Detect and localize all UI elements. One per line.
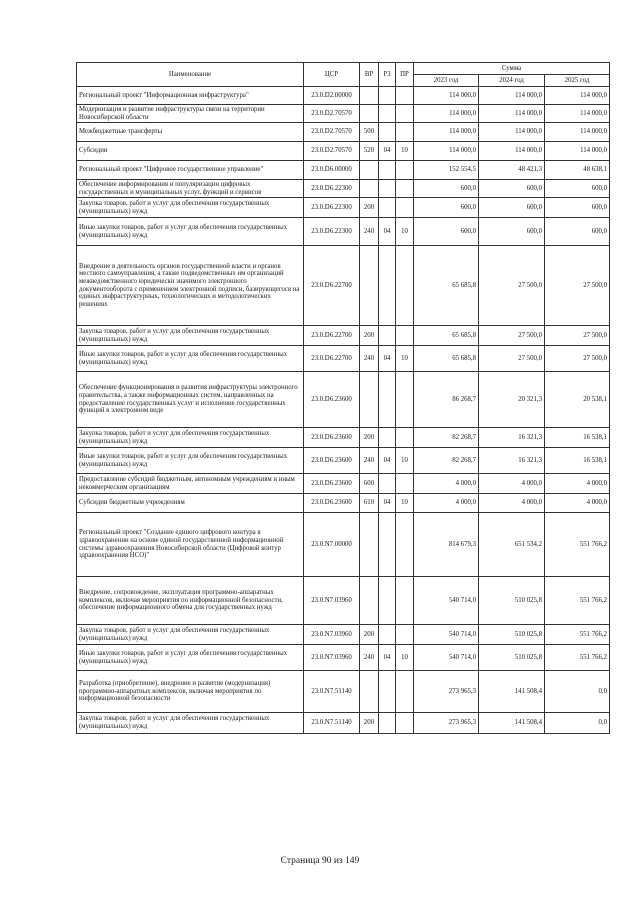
row-name-cell: Внедрение в деятельность органов государственной власти и органов местного самоуправления, а также подведомственных им организаций межведомственного юридически значимого электронного документооборота с применением электронной подписи, базирующегося на единых инфраструктурных, технологических и методологических решениях — [77, 246, 304, 326]
row-vr-cell: 240 — [360, 346, 379, 372]
row-vr-cell: 240 — [360, 645, 379, 671]
row-rz-cell — [379, 671, 396, 713]
row-csr-cell: 23.0.D6.22700 — [304, 346, 360, 372]
row-sum-2025-cell: 27 500,0 — [545, 246, 610, 326]
row-rz-cell — [379, 428, 396, 448]
row-vr-cell: 200 — [360, 713, 379, 734]
row-name-cell: Закупка товаров, работ и услуг для обеспечения государственных (муниципальных) нужд — [77, 713, 304, 734]
row-sum-2023-cell: 600,0 — [414, 218, 479, 246]
row-sum-2023-cell: 114 000,0 — [414, 105, 479, 123]
row-sum-2024-cell: 114 000,0 — [479, 105, 545, 123]
row-sum-2025-cell: 600,0 — [545, 180, 610, 198]
row-sum-2025-cell: 600,0 — [545, 218, 610, 246]
row-sum-2023-cell: 65 685,8 — [414, 346, 479, 372]
row-sum-2023-cell: 600,0 — [414, 180, 479, 198]
row-pr-cell — [396, 246, 414, 326]
row-name-cell: Внедрение, сопровождение, эксплуатация программно-аппаратных комплексов, включая мероприятия по информационной безопасности, обеспечение информационного обмена для государственных нужд — [77, 577, 304, 625]
table-row — [77, 625, 610, 645]
row-pr-cell: 10 — [396, 448, 414, 474]
budget-table — [76, 62, 610, 734]
row-sum-2025-cell: 114 000,0 — [545, 142, 610, 161]
row-pr-cell — [396, 713, 414, 734]
row-vr-cell: 500 — [360, 123, 379, 142]
row-sum-2024-cell: 600,0 — [479, 218, 545, 246]
row-sum-2024-cell: 27 500,0 — [479, 326, 545, 346]
row-csr-cell: 23.0.D2.70570 — [304, 105, 360, 123]
table-row — [77, 474, 610, 494]
row-pr-cell — [396, 428, 414, 448]
table-row — [77, 123, 610, 142]
row-sum-2024-cell: 114 000,0 — [479, 123, 545, 142]
row-sum-2024-cell: 4 000,0 — [479, 474, 545, 494]
row-sum-2024-cell: 510 025,8 — [479, 577, 545, 625]
row-name-cell: Иные закупки товаров, работ и услуг для обеспечения государственных (муниципальных) нужд — [77, 448, 304, 474]
row-name-cell: Закупка товаров, работ и услуг для обеспечения государственных (муниципальных) нужд — [77, 326, 304, 346]
row-rz-cell — [379, 246, 396, 326]
row-sum-2025-cell: 114 000,0 — [545, 105, 610, 123]
row-rz-cell — [379, 326, 396, 346]
row-vr-cell: 200 — [360, 428, 379, 448]
row-csr-cell: 23.0.D6.23600 — [304, 494, 360, 513]
row-sum-2024-cell: 114 000,0 — [479, 142, 545, 161]
row-sum-2025-cell: 551 766,2 — [545, 625, 610, 645]
row-sum-2024-cell: 141 508,4 — [479, 671, 545, 713]
header-pr: ПР — [396, 63, 414, 87]
row-pr-cell — [396, 474, 414, 494]
row-rz-cell — [379, 577, 396, 625]
row-sum-2023-cell: 540 714,0 — [414, 625, 479, 645]
row-pr-cell — [396, 87, 414, 105]
row-pr-cell — [396, 513, 414, 577]
table-row — [77, 494, 610, 513]
header-year-2025: 2025 год — [545, 75, 610, 87]
row-name-cell: Предоставление субсидий бюджетным, автономным учреждениям и иным некоммерческим организациям — [77, 474, 304, 494]
row-sum-2025-cell: 27 500,0 — [545, 346, 610, 372]
header-name: Наименование — [77, 63, 304, 87]
row-rz-cell — [379, 372, 396, 428]
row-sum-2024-cell: 48 421,3 — [479, 161, 545, 180]
row-sum-2024-cell: 510 025,8 — [479, 645, 545, 671]
row-csr-cell: 23.0.N7.51140 — [304, 671, 360, 713]
row-vr-cell — [360, 87, 379, 105]
row-name-cell: Разработка (приобретение), внедрение и развитие (модернизация) программно-аппаратных комплексов, включая мероприятия по информационной безопасности — [77, 671, 304, 713]
row-pr-cell — [396, 625, 414, 645]
row-sum-2024-cell: 114 000,0 — [479, 87, 545, 105]
row-vr-cell — [360, 180, 379, 198]
table-row — [77, 218, 610, 246]
row-name-cell: Закупка товаров, работ и услуг для обеспечения государственных (муниципальных) нужд — [77, 428, 304, 448]
row-sum-2023-cell: 4 000,0 — [414, 494, 479, 513]
row-vr-cell: 240 — [360, 218, 379, 246]
table-row — [77, 372, 610, 428]
row-sum-2025-cell: 600,0 — [545, 198, 610, 218]
header-year-2023: 2023 год — [414, 75, 479, 87]
row-sum-2023-cell: 82 268,7 — [414, 428, 479, 448]
table-row — [77, 645, 610, 671]
row-pr-cell: 10 — [396, 645, 414, 671]
row-csr-cell: 23.0.N7.03960 — [304, 645, 360, 671]
row-csr-cell: 23.0.D6.22300 — [304, 198, 360, 218]
row-sum-2024-cell: 27 500,0 — [479, 346, 545, 372]
row-sum-2025-cell: 0,0 — [545, 671, 610, 713]
table-row — [77, 180, 610, 198]
row-sum-2023-cell: 4 000,0 — [414, 474, 479, 494]
row-vr-cell — [360, 577, 379, 625]
row-csr-cell: 23.0.D6.22300 — [304, 180, 360, 198]
row-vr-cell: 200 — [360, 198, 379, 218]
row-name-cell: Иные закупки товаров, работ и услуг для обеспечения государственных (муниципальных) нужд — [77, 645, 304, 671]
row-rz-cell: 04 — [379, 346, 396, 372]
table-row — [77, 713, 610, 734]
table-row — [77, 198, 610, 218]
row-csr-cell: 23.0.D6.23600 — [304, 474, 360, 494]
row-sum-2025-cell: 16 538,1 — [545, 448, 610, 474]
row-csr-cell: 23.0.N7.03960 — [304, 577, 360, 625]
header-sum: Сумма — [414, 63, 610, 75]
row-sum-2025-cell: 0,0 — [545, 713, 610, 734]
table-row — [77, 428, 610, 448]
row-rz-cell — [379, 105, 396, 123]
row-sum-2023-cell: 86 268,7 — [414, 372, 479, 428]
row-name-cell: Межбюджетные трансферты — [77, 123, 304, 142]
row-rz-cell — [379, 123, 396, 142]
row-pr-cell — [396, 671, 414, 713]
row-name-cell: Закупка товаров, работ и услуг для обеспечения государственных (муниципальных) нужд — [77, 198, 304, 218]
row-sum-2024-cell: 600,0 — [479, 180, 545, 198]
row-sum-2024-cell: 600,0 — [479, 198, 545, 218]
row-csr-cell: 23.0.D6.23600 — [304, 372, 360, 428]
row-vr-cell — [360, 246, 379, 326]
row-sum-2025-cell: 20 538,1 — [545, 372, 610, 428]
row-vr-cell — [360, 372, 379, 428]
row-sum-2025-cell: 4 000,0 — [545, 494, 610, 513]
header-year-2024: 2024 год — [479, 75, 545, 87]
row-rz-cell — [379, 161, 396, 180]
row-csr-cell: 23.0.D6.23600 — [304, 448, 360, 474]
header-vr: ВР — [360, 63, 379, 87]
header-csr: ЦСР — [304, 63, 360, 87]
row-vr-cell — [360, 105, 379, 123]
row-rz-cell — [379, 625, 396, 645]
row-pr-cell — [396, 123, 414, 142]
row-csr-cell: 23.0.D6.22300 — [304, 218, 360, 246]
table-row — [77, 246, 610, 326]
row-rz-cell: 04 — [379, 218, 396, 246]
row-csr-cell: 23.0.D6.00000 — [304, 161, 360, 180]
page-number: Страница 90 из 149 — [280, 856, 360, 866]
row-name-cell: Региональный проект "Информационная инфраструктура" — [77, 87, 304, 105]
row-sum-2024-cell: 4 000,0 — [479, 494, 545, 513]
row-csr-cell: 23.0.D6.22700 — [304, 246, 360, 326]
table-row — [77, 105, 610, 123]
row-sum-2024-cell: 16 321,3 — [479, 428, 545, 448]
row-rz-cell — [379, 513, 396, 577]
row-sum-2023-cell: 114 000,0 — [414, 123, 479, 142]
row-sum-2023-cell: 114 000,0 — [414, 87, 479, 105]
row-csr-cell: 23.0.D2.70570 — [304, 123, 360, 142]
row-sum-2023-cell: 65 685,8 — [414, 246, 479, 326]
row-name-cell: Региональный проект "Создание единого цифрового контура в здравоохранении на основе единой государственной информационной системы здравоохранения Новосибирской области (Цифровой контур здравоохранения НСО)" — [77, 513, 304, 577]
table-body — [77, 87, 610, 734]
row-sum-2025-cell: 27 500,0 — [545, 326, 610, 346]
row-sum-2023-cell: 273 965,3 — [414, 671, 479, 713]
row-sum-2023-cell: 273 965,3 — [414, 713, 479, 734]
row-sum-2024-cell: 20 321,3 — [479, 372, 545, 428]
row-vr-cell — [360, 513, 379, 577]
row-sum-2023-cell: 540 714,0 — [414, 645, 479, 671]
row-name-cell: Субсидии бюджетным учреждениям — [77, 494, 304, 513]
row-sum-2025-cell: 16 538,1 — [545, 428, 610, 448]
row-sum-2023-cell: 600,0 — [414, 198, 479, 218]
row-pr-cell: 10 — [396, 142, 414, 161]
row-vr-cell: 520 — [360, 142, 379, 161]
header-rz: РЗ — [379, 63, 396, 87]
row-sum-2025-cell: 551 766,2 — [545, 645, 610, 671]
row-name-cell: Обеспечение информирования и популяризации цифровых государственных и муниципальных услуг, функций и сервисов — [77, 180, 304, 198]
row-vr-cell: 200 — [360, 326, 379, 346]
row-csr-cell: 23.0.N7.03960 — [304, 625, 360, 645]
row-pr-cell — [396, 105, 414, 123]
table-row — [77, 346, 610, 372]
row-csr-cell: 23.0.D6.23600 — [304, 428, 360, 448]
row-pr-cell — [396, 372, 414, 428]
row-name-cell: Иные закупки товаров, работ и услуг для обеспечения государственных (муниципальных) нужд — [77, 218, 304, 246]
row-rz-cell: 04 — [379, 645, 396, 671]
row-sum-2023-cell: 152 554,5 — [414, 161, 479, 180]
row-vr-cell: 240 — [360, 448, 379, 474]
row-sum-2024-cell: 141 508,4 — [479, 713, 545, 734]
row-csr-cell: 23.0.D2.70570 — [304, 142, 360, 161]
row-rz-cell — [379, 180, 396, 198]
row-vr-cell: 200 — [360, 625, 379, 645]
table-row — [77, 513, 610, 577]
table-row — [77, 142, 610, 161]
row-csr-cell: 23.0.D2.00000 — [304, 87, 360, 105]
row-name-cell: Модернизация и развитие инфраструктуры связи на территории Новосибирской области — [77, 105, 304, 123]
row-sum-2025-cell: 4 000,0 — [545, 474, 610, 494]
row-pr-cell — [396, 180, 414, 198]
row-rz-cell — [379, 87, 396, 105]
row-pr-cell — [396, 161, 414, 180]
row-sum-2025-cell: 48 638,1 — [545, 161, 610, 180]
row-pr-cell — [396, 577, 414, 625]
row-pr-cell — [396, 326, 414, 346]
row-csr-cell: 23.0.N7.51140 — [304, 713, 360, 734]
row-sum-2024-cell: 651 534,2 — [479, 513, 545, 577]
row-name-cell: Закупка товаров, работ и услуг для обеспечения государственных (муниципальных) нужд — [77, 625, 304, 645]
row-rz-cell: 04 — [379, 142, 396, 161]
row-sum-2025-cell: 114 000,0 — [545, 123, 610, 142]
row-vr-cell — [360, 671, 379, 713]
row-sum-2024-cell: 16 321,3 — [479, 448, 545, 474]
row-name-cell: Иные закупки товаров, работ и услуг для обеспечения государственных (муниципальных) нужд — [77, 346, 304, 372]
row-vr-cell: 610 — [360, 494, 379, 513]
row-sum-2023-cell: 65 685,8 — [414, 326, 479, 346]
row-sum-2025-cell: 551 766,2 — [545, 513, 610, 577]
row-name-cell: Субсидии — [77, 142, 304, 161]
row-rz-cell — [379, 198, 396, 218]
row-sum-2023-cell: 114 000,0 — [414, 142, 479, 161]
table-row — [77, 87, 610, 105]
table-row — [77, 448, 610, 474]
row-pr-cell: 10 — [396, 494, 414, 513]
row-vr-cell — [360, 161, 379, 180]
row-sum-2023-cell: 814 679,3 — [414, 513, 479, 577]
table-row — [77, 326, 610, 346]
row-sum-2024-cell: 27 500,0 — [479, 246, 545, 326]
row-sum-2025-cell: 551 766,2 — [545, 577, 610, 625]
row-rz-cell: 04 — [379, 448, 396, 474]
row-name-cell: Обеспечение функционирования и развития инфраструктуры электронного правительства, а также информационных систем, направленных на предоставление государственных услуг и исполнение государственных функций в электронном виде — [77, 372, 304, 428]
row-pr-cell: 10 — [396, 218, 414, 246]
row-csr-cell: 23.0.N7.00000 — [304, 513, 360, 577]
row-rz-cell — [379, 713, 396, 734]
row-sum-2023-cell: 540 714,0 — [414, 577, 479, 625]
table-row — [77, 161, 610, 180]
row-vr-cell: 600 — [360, 474, 379, 494]
row-sum-2023-cell: 82 268,7 — [414, 448, 479, 474]
row-sum-2024-cell: 510 025,8 — [479, 625, 545, 645]
row-rz-cell: 04 — [379, 494, 396, 513]
row-csr-cell: 23.0.D6.22700 — [304, 326, 360, 346]
row-sum-2025-cell: 114 000,0 — [545, 87, 610, 105]
table-row — [77, 577, 610, 625]
row-pr-cell — [396, 198, 414, 218]
row-rz-cell — [379, 474, 396, 494]
row-name-cell: Региональный проект "Цифровое государственное управление" — [77, 161, 304, 180]
table-row — [77, 671, 610, 713]
row-pr-cell: 10 — [396, 346, 414, 372]
